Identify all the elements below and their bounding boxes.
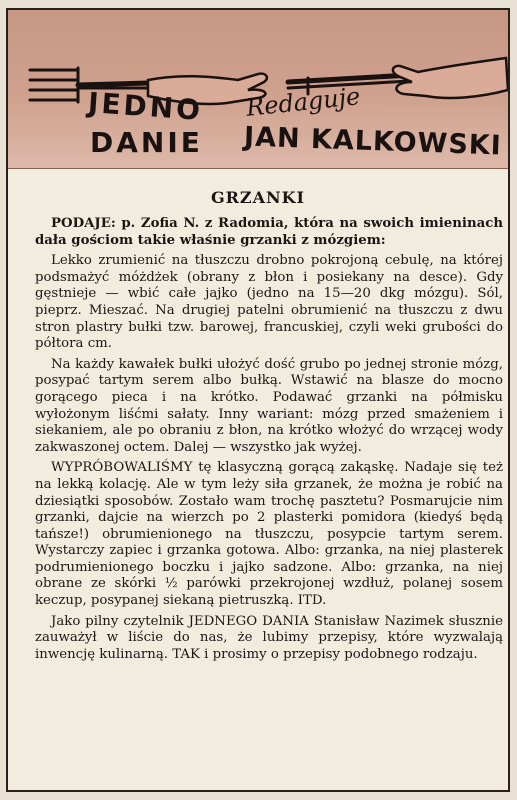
masthead — [8, 10, 508, 169]
paragraph-3: WYPRÓBOWALIŚMY tę klasyczną gorącą zakąskę. Nadaje się też na lekką kolację. Ale w tym leży siła grzanek, że można je robić na dziesiątki sposobów. Zostało wam trochę pasztetu? Posmarujcie nim grzanki, dajcie na wierzch po 2 plasterki pomidora (kiedyś będą tańsze!) obrumienionego na tłuszczu, posypcie tartym serem. Wystarczy zapiec i grzanka gotowa. Albo: grzanka, na niej plasterek podrumienionego boczku i jajko sadzone. Albo: grzanka, na niej obrane ze skórki ½ parówki przekrojonej wzdłuż, polanej sosem keczup, posypanej siekaną pietruszką. ITD. — [35, 460, 503, 609]
lead-label: PODAJE: — [51, 216, 116, 231]
lead-text: p. Zofia N. z Radomia, która na swoich imieninach dała gościom takie właśnie grzanki z mózgiem: — [35, 216, 503, 248]
masthead-danie: DANIE — [90, 126, 203, 159]
masthead-editor-name: JAN KALKOWSKI — [243, 121, 503, 162]
paragraph-4: Jako pilny czytelnik JEDNEGO DANIA Stanisław Nazimek słusznie zauważył w liście do nas, że lubimy przepisy, które wyzwalają inwencję kulinarną. TAK i prosimy o przepisy podobnego rodzaju. — [35, 613, 503, 662]
article-title: GRZANKI — [210, 188, 306, 207]
article-body — [35, 216, 503, 667]
right-hand-icon — [393, 58, 508, 98]
paragraph-1: Lekko zrumienić na tłuszczu drobno pokrojoną cebulę, na której podsmażyć móżdżek (obrany z błon i posiekany na desce). Gdy gęstnieje — wbić całe jajko (jedno na 15—20 dkg mózgu). Sól, pieprz. Mieszać. Na drugiej patelni obrumienić na tłuszczu z dwu stron plastry bułki tzw. barowej, francuskiej, czyli weki grubości do półtora cm. — [35, 253, 503, 352]
lead-paragraph — [35, 216, 503, 249]
masthead-redaguje: Redaguje — [244, 82, 362, 122]
newspaper-clipping — [6, 8, 510, 792]
masthead-jedno: JEDNO — [86, 86, 205, 127]
paragraph-2: Na każdy kawałek bułki ułożyć dość grubo po jednej stronie mózg, posypać tartym serem albo bułką. Wstawić na blasze do mocno gorącego pieca i na krótko. Podawać grzanki na półmisku wyłożonym liśćmi sałaty. Inny wariant: mózg przed smażeniem i siekaniem, ale po obraniu z błon, na krótko włożyć do wrzącej wody zakwaszonej octem. Dalej — wszystko jak wyżej. — [35, 356, 503, 455]
